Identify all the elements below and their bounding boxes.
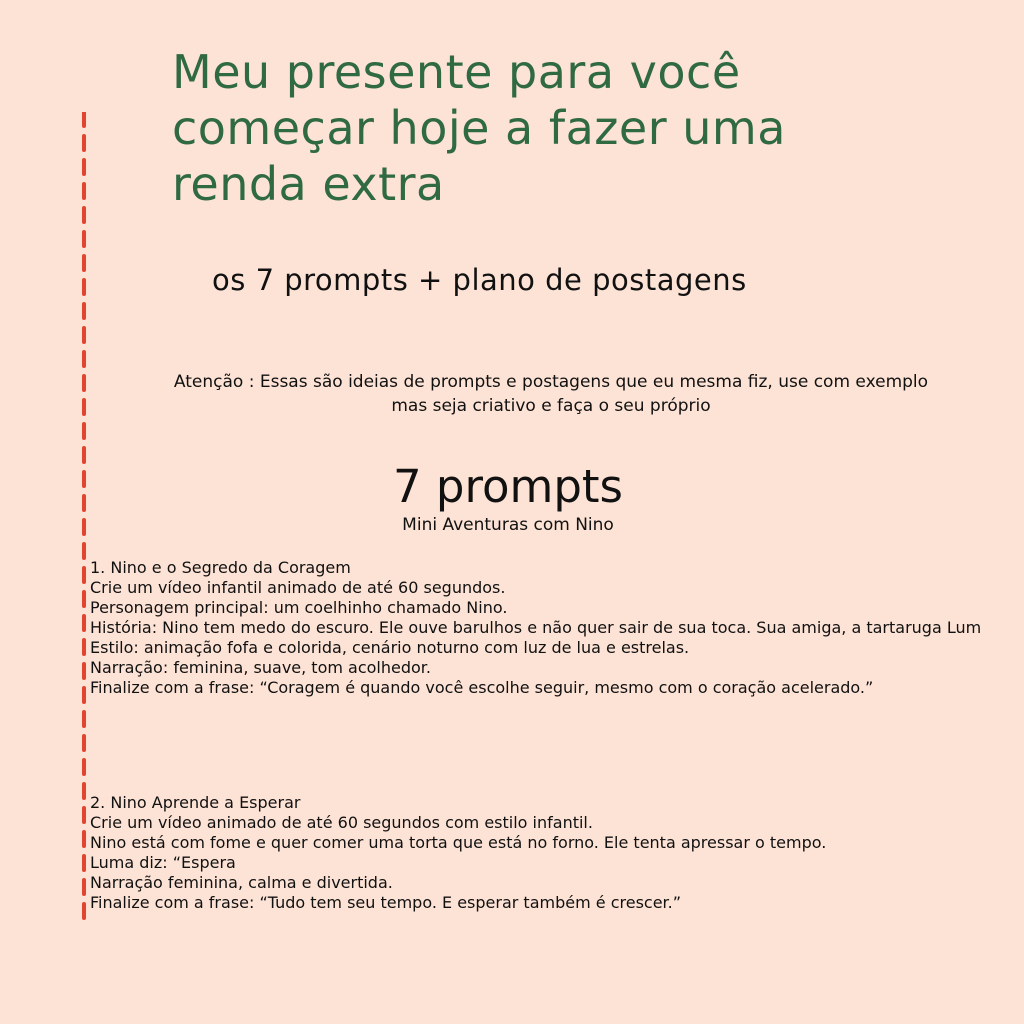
- prompt-2-line: Luma diz: “Espera: [90, 853, 236, 872]
- prompt-2: [90, 793, 1015, 913]
- main-title: [172, 44, 932, 212]
- prompt-1-line: História: Nino tem medo do escuro. Ele ouve barulhos e não quer sair de sua toca. Sua amiga, a tartaruga Lum: [90, 618, 982, 637]
- prompt-1-line: Narração: feminina, suave, tom acolhedor.: [90, 658, 431, 677]
- prompt-2-line: Nino está com fome e quer comer uma torta que está no forno. Ele tenta apressar o tempo.: [90, 833, 827, 852]
- title-line-1: Meu presente para você: [172, 45, 741, 99]
- prompt-1: [90, 558, 1015, 698]
- title-line-2: começar hoje a fazer uma: [172, 101, 786, 155]
- attention-note: [90, 370, 1012, 418]
- prompts-subheading: Mini Aventuras com Nino: [402, 515, 614, 535]
- prompt-1-title: 1. Nino e o Segredo da Coragem: [90, 558, 351, 577]
- attention-line-1: Atenção : Essas são ideias de prompts e postagens que eu mesma fiz, use com exemplo: [173, 372, 929, 392]
- prompt-1-line: Crie um vídeo infantil animado de até 60 segundos.: [90, 578, 506, 597]
- attention-line-2: mas seja criativo e faça o seu próprio: [391, 396, 711, 416]
- prompt-2-line: Crie um vídeo animado de até 60 segundos com estilo infantil.: [90, 813, 593, 832]
- prompts-heading: 7 prompts: [392, 460, 624, 513]
- prompt-2-line: Narração feminina, calma e divertida.: [90, 873, 393, 892]
- page-subtitle: os 7 prompts + plano de postagens: [212, 263, 747, 297]
- decorative-dashed-line: [80, 112, 88, 922]
- prompt-2-line: Finalize com a frase: “Tudo tem seu tempo. E esperar também é crescer.”: [90, 893, 682, 912]
- prompt-2-title: 2. Nino Aprende a Esperar: [90, 793, 301, 812]
- title-line-3: renda extra: [172, 157, 445, 211]
- prompt-1-line: Estilo: animação fofa e colorida, cenário noturno com luz de lua e estrelas.: [90, 638, 690, 657]
- prompt-1-line: Finalize com a frase: “Coragem é quando você escolhe seguir, mesmo com o coração acelerado.”: [90, 678, 874, 697]
- prompt-1-line: Personagem principal: um coelhinho chamado Nino.: [90, 598, 508, 617]
